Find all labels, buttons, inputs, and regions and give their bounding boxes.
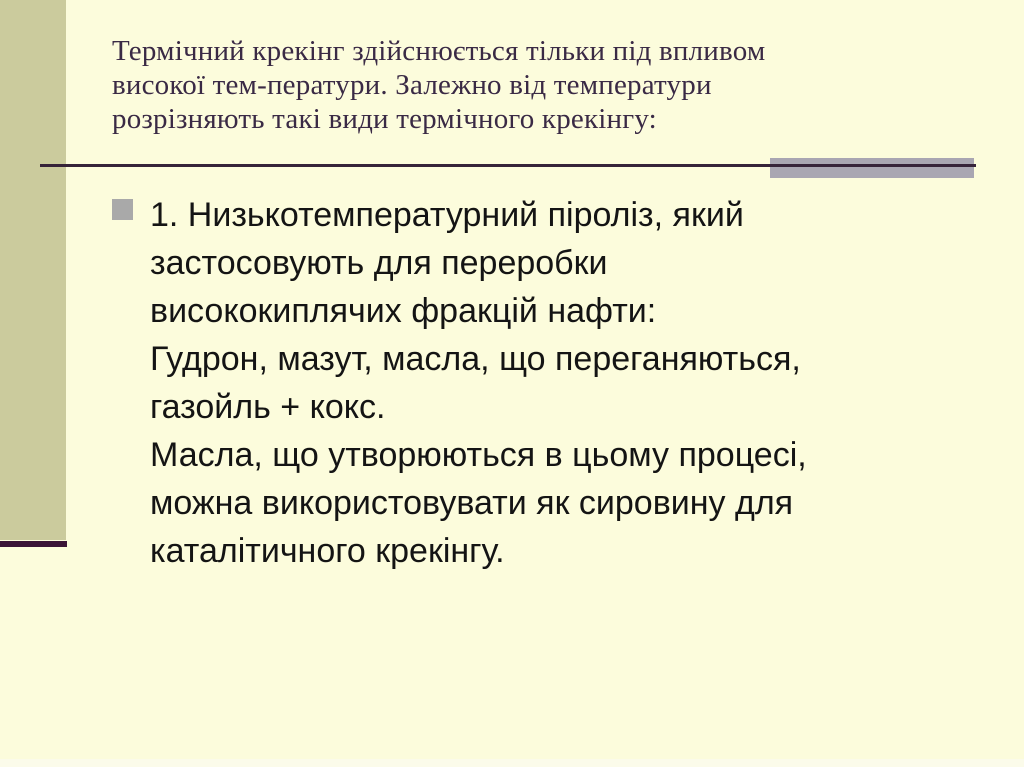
body-line-4: Гудрон, мазут, масла, що переганяються, <box>150 340 801 378</box>
body-line-1: 1. Низькотемпературний піроліз, який <box>150 196 744 234</box>
body-line-2: застосовують для переробки <box>150 244 608 282</box>
left-accent-bar-underline <box>0 541 67 547</box>
title-rule <box>40 164 976 167</box>
bullet-square-icon <box>112 199 133 220</box>
body-line-5: газойль + кокс. <box>150 388 386 426</box>
title-line-3: розрізняють такі види термічного крекінгу: <box>112 103 657 135</box>
title-line-1: Термічний крекінг здійснюється тільки під впливом <box>112 35 766 67</box>
slide-title <box>112 34 992 136</box>
body-line-3: висококиплячих фракцій нафти: <box>150 292 657 330</box>
body-line-7: можна використовувати як сировину для <box>150 484 794 522</box>
left-accent-bar <box>0 0 66 540</box>
slide-body-text <box>150 191 980 575</box>
title-line-2: високої тем-ператури. Залежно від температури <box>112 69 712 101</box>
bottom-edge-strip <box>0 759 1024 767</box>
body-line-6: Масла, що утворюються в цьому процесі, <box>150 436 807 474</box>
title-rule-gray-accent <box>770 158 974 178</box>
body-line-8: каталітичного крекінгу. <box>150 532 505 570</box>
